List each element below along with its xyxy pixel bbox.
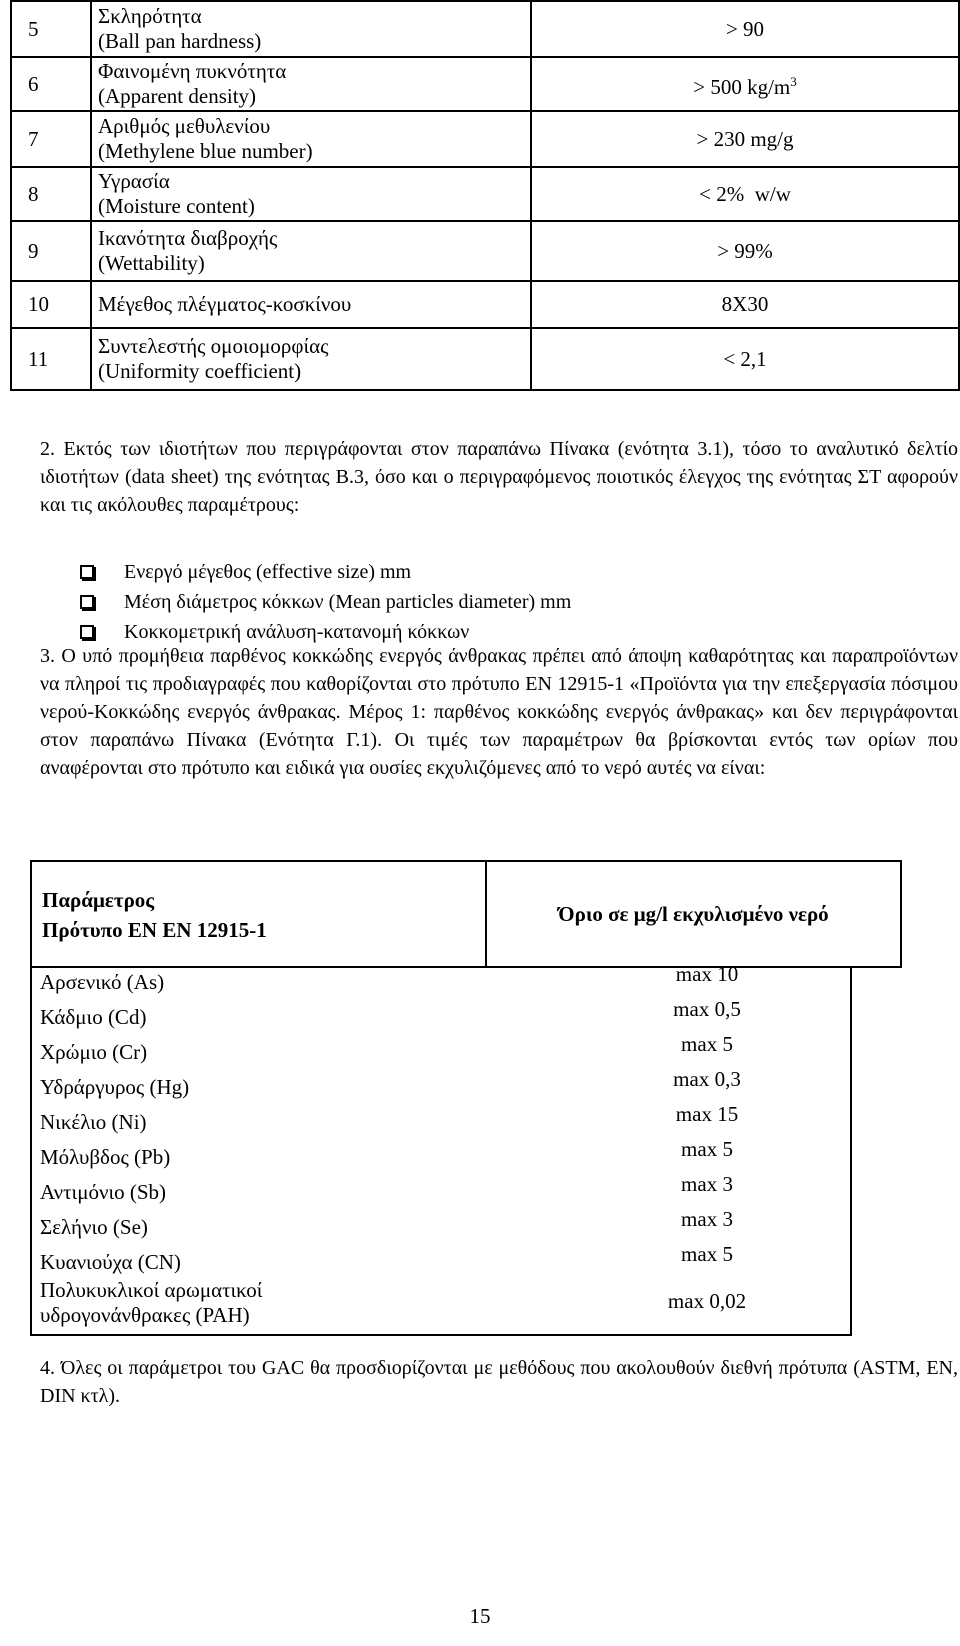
- limit-value: max 3: [681, 1207, 733, 1231]
- list-item-text: Ενεργό μέγεθος (effective size) mm: [124, 560, 412, 583]
- limit-value: max 5: [681, 1137, 733, 1161]
- param-name-gr: Συντελεστής ομοιομορφίας: [98, 334, 329, 358]
- paragraph-4: 4. Όλες οι παράμετροι του GAC θα προσδιορίζονται με μεθόδους που ακολουθούν διεθνή πρότυπα (ASTM, EN, DIN κτλ).: [40, 1357, 958, 1407]
- list-item-text: Μέση διάμετρος κόκκων (Mean particles diameter) mm: [124, 590, 572, 613]
- param-cell: [91, 167, 531, 221]
- spec-table: [10, 0, 960, 391]
- param-value: < 2,1: [531, 328, 959, 390]
- list-item-text: Κοκκομετρική ανάλυση-κατανομή κόκκων: [124, 620, 470, 643]
- checkbox-bullet-icon: [80, 625, 94, 639]
- header-limit-label: Όριο σε μg/l εκχυλισμένο νερό: [558, 901, 829, 926]
- limit-name: Κάδμιο (Cd): [40, 1005, 147, 1029]
- page-number: 15: [469, 1604, 491, 1628]
- param-name-gr: Ικανότητα διαβροχής: [98, 226, 278, 250]
- limit-name: Υδράργυρος (Hg): [40, 1075, 190, 1099]
- param-name-en: (Ball pan hardness): [98, 29, 262, 53]
- limit-name-line2: υδρογονάνθρακες (PAH): [40, 1303, 250, 1327]
- param-value: > 500 kg/m: [693, 74, 791, 99]
- row-number: 11: [11, 328, 91, 390]
- table-row: [11, 281, 959, 328]
- table-row: [11, 1, 959, 57]
- table-row: [11, 328, 959, 390]
- param-value-cell: [531, 57, 959, 111]
- limit-name: [40, 1278, 262, 1328]
- checkbox-bullet-icon: [80, 565, 94, 579]
- row-number: 9: [11, 221, 91, 281]
- param-cell: [91, 221, 531, 281]
- limit-name: Αντιμόνιο (Sb): [40, 1180, 167, 1204]
- param-name-en: (Apparent density): [98, 84, 257, 108]
- row-number: 7: [11, 111, 91, 167]
- paragraph-2: 2. Εκτός των ιδιοτήτων που περιγράφονται στον παραπάνω Πίνακα (ενότητα 3.1), τόσο το αναλυτικό δελτίο ιδιοτήτων (data sheet) της ενότητας Β.3, όσο και ο περιγραφόμενος ποιοτικός έλεγχος της ενότητας ΣΤ αφορούν και τις ακόλουθες παραμέτρους:: [40, 438, 958, 516]
- row-number: 5: [11, 1, 91, 57]
- limit-value: max 0,5: [673, 997, 741, 1021]
- superscript: 3: [790, 73, 797, 89]
- param-name-gr: Σκληρότητα: [98, 4, 202, 28]
- param-cell: [91, 57, 531, 111]
- header-cell-parameter: [32, 862, 487, 966]
- limit-name: Αρσενικό (As): [40, 970, 165, 994]
- param-cell: [91, 1, 531, 57]
- param-name-en: (Moisture content): [98, 194, 255, 218]
- list-item: [80, 587, 571, 617]
- param-cell: [91, 281, 531, 328]
- limit-name: Χρώμιο (Cr): [40, 1040, 148, 1064]
- param-name-en: (Methylene blue number): [98, 139, 313, 163]
- param-cell: [91, 328, 531, 390]
- limit-name-line1: Πολυκυκλικοί αρωματικοί: [40, 1278, 263, 1302]
- param-name-en: (Wettability): [98, 251, 205, 275]
- checkbox-bullet-icon: [80, 595, 94, 609]
- table-row: [11, 57, 959, 111]
- row-number: 6: [11, 57, 91, 111]
- limit-value: max 0,3: [673, 1067, 741, 1091]
- bullet-list: [80, 557, 571, 647]
- limit-name: Σελήνιο (Se): [40, 1215, 148, 1239]
- param-value: > 90: [531, 1, 959, 57]
- param-value: < 2% w/w: [531, 167, 959, 221]
- limit-name: Μόλυβδος (Pb): [40, 1145, 171, 1169]
- limit-value: max 3: [681, 1172, 733, 1196]
- table-row: [11, 111, 959, 167]
- limit-name: Νικέλιο (Ni): [40, 1110, 147, 1134]
- table-row: [11, 167, 959, 221]
- param-cell: [91, 111, 531, 167]
- param-value: > 99%: [531, 221, 959, 281]
- param-name-gr: Υγρασία: [98, 169, 170, 193]
- param-name-gr: Αριθμός μεθυλενίου: [98, 114, 271, 138]
- param-value: > 230 mg/g: [531, 111, 959, 167]
- header-standard-label: Πρότυπο ΕΝ ΕΝ 12915-1: [42, 918, 267, 942]
- limits-table-body: [30, 962, 852, 1336]
- param-value: 8X30: [531, 281, 959, 328]
- paragraph-3: 3. Ο υπό προμήθεια παρθένος κοκκώδης ενεργός άνθρακας πρέπει από άποψη καθαρότητας και παραπροϊόντων να πληροί τις προδιαγραφές που καθορίζονται στο πρότυπο ΕΝ 12915-1 «Προϊόντα για την επεξεργασία πόσιμου νερού-Κοκκώδης ενεργός άνθρακας. Μέρος 1: παρθένος κοκκώδης ενεργός άνθρακας» και δεν περιγράφονται στον παραπάνω Πίνακα (Ενότητα Γ.1). Οι τιμές των παραμέτρων θα βρίσκονται εντός των ορίων που αναφέρονται στο πρότυπο και ειδικά για ουσίες εκχυλιζόμενες από το νερό αυτές να είναι:: [40, 645, 958, 779]
- table-row: [11, 221, 959, 281]
- limit-value: max 10: [675, 962, 739, 986]
- limits-table-header: [30, 860, 902, 968]
- limit-value: max 5: [681, 1242, 733, 1266]
- limit-value: max 15: [675, 1102, 739, 1126]
- row-number: 10: [11, 281, 91, 328]
- limit-name: Κυανιούχα (CN): [40, 1250, 181, 1274]
- param-name-en: (Uniformity coefficient): [98, 359, 302, 383]
- limit-value: max 0,02: [667, 1289, 747, 1313]
- limit-value: max 5: [681, 1032, 733, 1056]
- header-parameter-label: Παράμετρος: [42, 888, 155, 912]
- list-item: [80, 557, 571, 587]
- param-name-gr: Μέγεθος πλέγματος-κοσκίνου: [98, 292, 352, 316]
- param-name-gr: Φαινομένη πυκνότητα: [98, 59, 287, 83]
- row-number: 8: [11, 167, 91, 221]
